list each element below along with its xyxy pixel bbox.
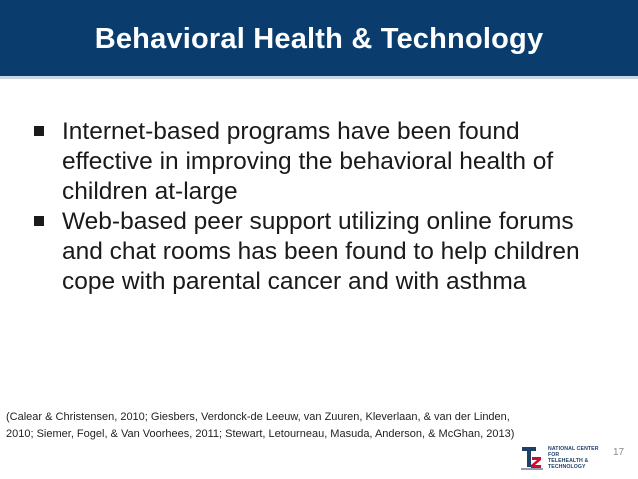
square-bullet-icon [34, 216, 44, 226]
citation: (Calear & Christensen, 2010; Giesbers, Verdonck-de Leeuw, van Zuuren, Kleverlaan, & van der Linden, 2010; Siemer, Fogel, & Van Voorhees, 2011; Stewart, Letourneau, Masuda, Anderson, & McGhan, 2013) [6, 411, 515, 440]
title-bar [0, 0, 638, 79]
slide-number: 17 [613, 447, 625, 458]
bullet-item [34, 117, 614, 207]
logo-line-2: TELEHEALTH & TECHNOLOGY [548, 458, 589, 470]
logo-text [548, 446, 611, 470]
t2-logo-icon [519, 445, 545, 471]
bullet-item [34, 207, 614, 297]
slide-title: Behavioral Health & Technology [94, 23, 544, 55]
square-bullet-icon [34, 126, 44, 136]
bullet-text: Web-based peer support utilizing online forums and chat rooms has been found to help children cope with parental cancer and with asthma [62, 208, 580, 295]
bullet-list [34, 117, 614, 297]
title-underline [0, 76, 638, 79]
bullet-text: Internet-based programs have been found effective in improving the behavioral health of children at-large [62, 118, 554, 205]
logo-line-1: NATIONAL CENTER FOR [548, 446, 599, 458]
t2-logo [519, 445, 611, 471]
